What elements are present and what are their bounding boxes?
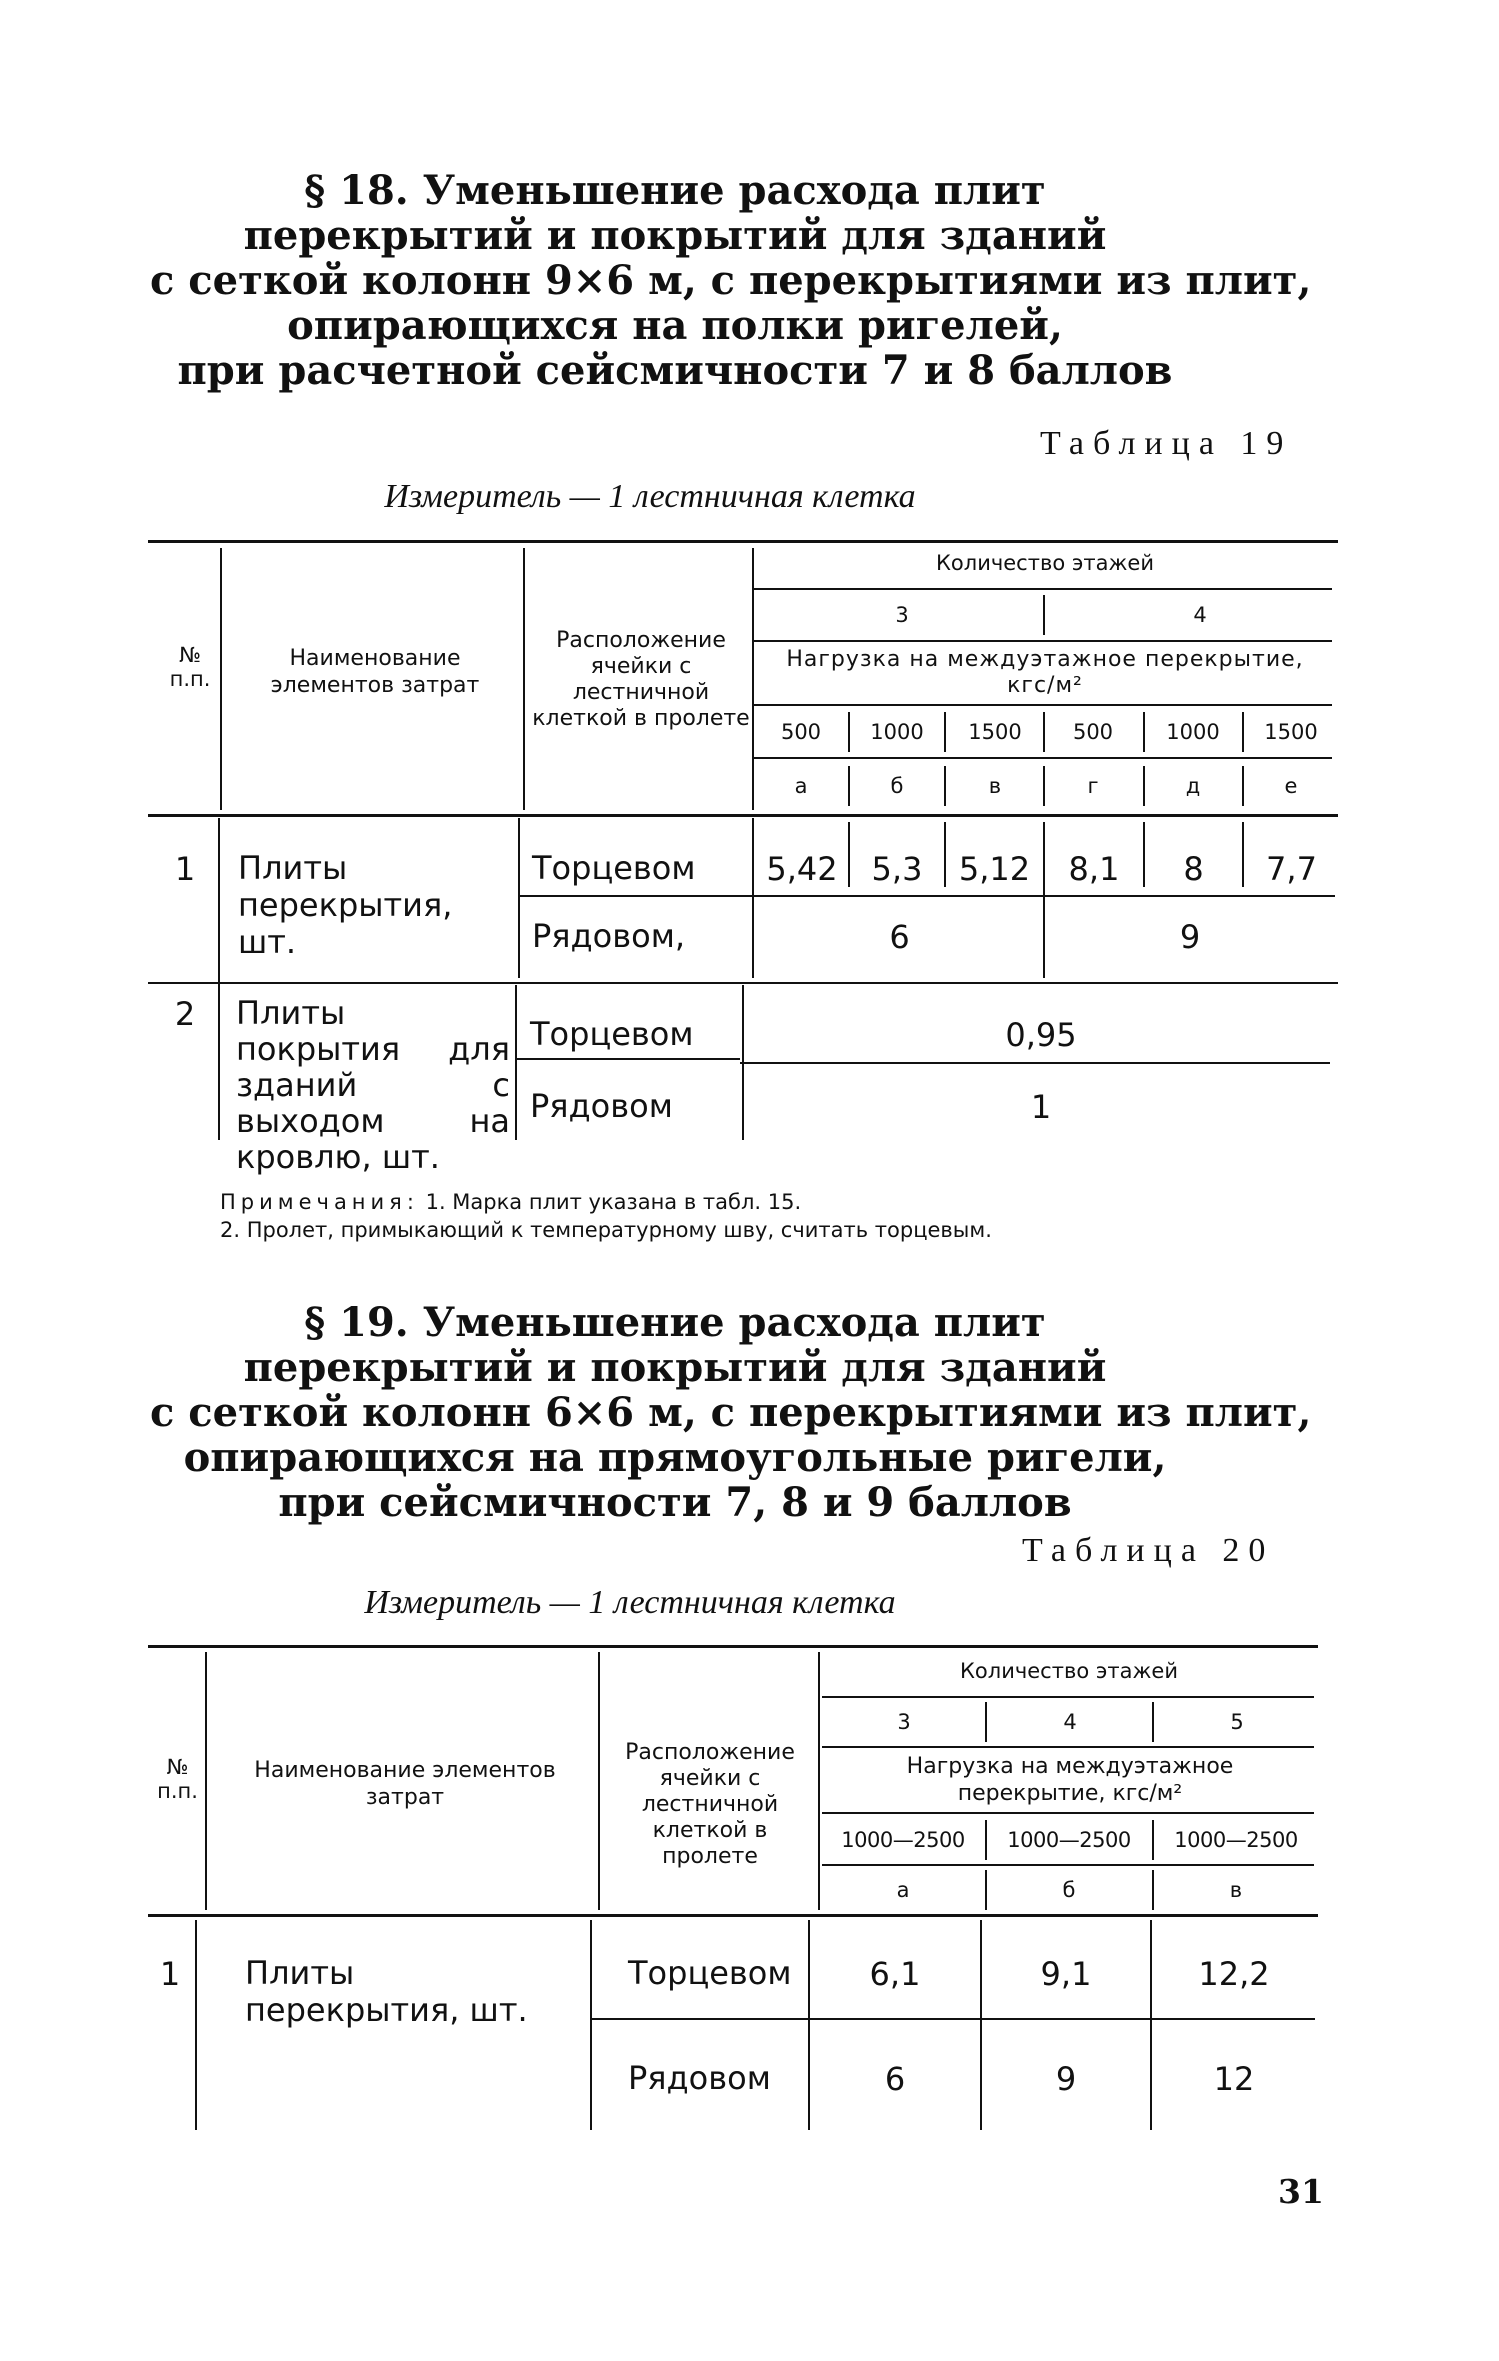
heading-line: при расчетной сейсмичности 7 и 8 баллов: [177, 347, 1173, 394]
rule: [848, 766, 850, 806]
row-1-value-a: 5,42: [766, 850, 838, 888]
load-d: 1000: [1166, 720, 1220, 744]
rule: [1152, 1820, 1154, 1860]
rule: [148, 1914, 1318, 1917]
heading-line: опирающихся на прямоугольные ригели,: [183, 1434, 1167, 1481]
header-floor-3: 3: [897, 1710, 911, 1734]
col-letter-v: в: [988, 774, 1002, 798]
header-name: Наименование элементов затрат: [254, 1758, 556, 1810]
page-number: 31: [1278, 2172, 1324, 2211]
row-1-value-ryad-3: 6: [889, 918, 910, 956]
rule: [752, 704, 1332, 706]
col-letter-g: г: [1087, 774, 1099, 798]
row-2-num: 2: [174, 995, 196, 1033]
row-1-value-ryad-v: 12: [1213, 2060, 1255, 2098]
row-1-value-e: 7,7: [1266, 850, 1317, 888]
rule: [523, 548, 525, 810]
rule: [1242, 766, 1244, 806]
heading-line: § 19. Уменьшение расхода плит: [304, 1299, 1046, 1346]
header-floors: Количество этажей: [960, 1659, 1178, 1683]
rule: [148, 814, 1338, 817]
row-1-value-v: 5,12: [958, 850, 1031, 888]
col-letter-a: а: [794, 774, 808, 798]
rule: [818, 1652, 820, 1910]
header-location: Расположение ячейки с лестничной клеткой в пролете: [625, 1740, 795, 1869]
row-1-num: 1: [159, 1955, 181, 1993]
heading-line: при сейсмичности 7, 8 и 9 баллов: [278, 1479, 1072, 1526]
rule: [752, 548, 754, 810]
header-floor-4: 4: [1063, 1710, 1077, 1734]
table-19-measure: Измеритель — 1 лестничная клетка: [384, 478, 916, 515]
table-19-label: Таблица 19: [1040, 425, 1293, 462]
table-20-label: Таблица 20: [1022, 1532, 1275, 1569]
section-19-heading: [150, 1299, 1312, 1526]
row-1-value-a: 6,1: [869, 1955, 921, 1993]
row-1-num: 1: [174, 850, 196, 888]
notes-label: Примечания:: [220, 1190, 419, 1214]
rule: [518, 818, 520, 978]
rule: [220, 548, 222, 810]
rule: [148, 1645, 1318, 1648]
rule: [740, 1062, 1330, 1064]
col-letter-v: в: [1229, 1878, 1243, 1902]
rule: [515, 985, 517, 1140]
rule: [515, 1058, 740, 1060]
header-num: № п.п.: [157, 1755, 198, 1803]
row-1-name: Плиты перекрытия, шт.: [245, 1954, 528, 2029]
rule: [808, 1920, 810, 2130]
rule: [1043, 712, 1045, 752]
rule: [148, 982, 1338, 984]
col-letter-b: б: [890, 774, 904, 798]
rule: [752, 757, 1332, 759]
heading-line: опирающихся на полки ригелей,: [287, 302, 1063, 349]
rule: [848, 712, 850, 752]
rule: [985, 1870, 987, 1910]
rule: [598, 1652, 600, 1910]
rule: [1043, 595, 1045, 635]
header-floor-3: 3: [895, 603, 909, 627]
row-2-value-tortsevom: 0,95: [1005, 1016, 1077, 1054]
rule: [1143, 712, 1145, 752]
load-b: 1000—2500: [1007, 1828, 1131, 1852]
table-20-measure: Измеритель — 1 лестничная клетка: [364, 1584, 896, 1621]
rule: [520, 895, 1335, 897]
row-1-location-tortsevom: Торцевом: [628, 1954, 792, 1992]
rule: [752, 818, 754, 978]
row-1-location-tortsevom: Торцевом: [532, 849, 696, 887]
section-18-heading: [150, 167, 1312, 394]
col-letter-b: б: [1062, 1878, 1076, 1902]
rule: [1242, 712, 1244, 752]
heading-line: с сеткой колонн 9×6 м, с перекрытиями из плит,: [150, 257, 1312, 304]
header-floors: Количество этажей: [936, 551, 1154, 575]
notes-line-1: [220, 1190, 801, 1214]
row-1-value-ryad-b: 9: [1055, 2060, 1077, 2098]
rule: [1150, 1920, 1152, 2130]
row-1-value-ryad-a: 6: [884, 2060, 906, 2098]
rule: [752, 588, 1332, 590]
row-1-name: Плиты перекрытия, шт.: [238, 849, 453, 961]
heading-line: перекрытий и покрытий для зданий: [243, 1344, 1107, 1391]
rule: [1143, 766, 1145, 806]
load-v: 1500: [968, 720, 1022, 744]
rule: [985, 1702, 987, 1742]
rule: [980, 1920, 982, 2130]
heading-line: § 18. Уменьшение расхода плит: [304, 167, 1046, 214]
rule: [822, 1696, 1314, 1698]
rule: [822, 1746, 1314, 1748]
load-v: 1000—2500: [1174, 1828, 1298, 1852]
heading-line: с сеткой колонн 6×6 м, с перекрытиями из плит,: [150, 1389, 1312, 1436]
row-1-location-ryadovom: Рядовом: [628, 2059, 771, 2097]
load-e: 1500: [1264, 720, 1318, 744]
rule: [742, 985, 744, 1140]
rule: [205, 1652, 207, 1910]
col-letter-e: е: [1284, 774, 1298, 798]
load-g: 500: [1072, 720, 1114, 744]
rule: [148, 540, 1338, 543]
header-location: Расположение ячейки с лестничной клеткой в пролете: [532, 628, 750, 731]
row-2-location-ryadovom: Рядовом: [530, 1087, 673, 1125]
row-2-value-ryadovom: 1: [1030, 1088, 1052, 1126]
rule: [985, 1820, 987, 1860]
header-floor-4: 4: [1193, 603, 1207, 627]
rule: [590, 1920, 592, 2130]
rule: [944, 766, 946, 806]
rule: [1043, 766, 1045, 806]
row-1-value-b: 5,3: [871, 850, 923, 888]
heading-line: перекрытий и покрытий для зданий: [243, 212, 1107, 259]
note-1: 1. Марка плит указана в табл. 15.: [425, 1190, 802, 1214]
note-2: 2. Пролет, примыкающий к температурному шву, считать торцевым.: [220, 1218, 992, 1242]
rule: [752, 640, 1332, 642]
load-a: 1000—2500: [841, 1828, 965, 1852]
load-b: 1000: [870, 720, 924, 744]
load-a: 500: [780, 720, 822, 744]
header-name: Наименование элементов затрат: [270, 646, 480, 698]
row-1-value-ryad-4: 9: [1179, 918, 1201, 956]
col-letter-d: д: [1185, 774, 1201, 798]
rule: [1152, 1702, 1154, 1742]
row-1-value-v: 12,2: [1198, 1955, 1270, 1993]
header-load: Нагрузка на междуэтажное перекрытие, кгс/м²: [906, 1754, 1234, 1806]
header-floor-5: 5: [1230, 1710, 1244, 1734]
rule: [944, 712, 946, 752]
rule: [1152, 1870, 1154, 1910]
rule: [822, 1812, 1314, 1814]
rule: [218, 818, 220, 1140]
header-load: Нагрузка на междуэтажное перекрытие, кгс/м²: [786, 647, 1304, 698]
row-1-value-b: 9,1: [1040, 1955, 1092, 1993]
rule: [590, 2018, 1315, 2020]
rule: [822, 1864, 1314, 1866]
row-2-location-tortsevom: Торцевом: [530, 1015, 694, 1053]
header-num: № п.п.: [169, 643, 211, 691]
row-1-location-ryadovom: Рядовом,: [532, 917, 685, 955]
row-1-value-g: 8,1: [1068, 850, 1120, 888]
row-1-value-d: 8: [1183, 850, 1204, 888]
col-letter-a: а: [896, 1878, 910, 1902]
row-2-name: Плиты покрытия для зданий с выходом на кровлю, шт.: [236, 994, 510, 1176]
rule: [195, 1920, 197, 2130]
